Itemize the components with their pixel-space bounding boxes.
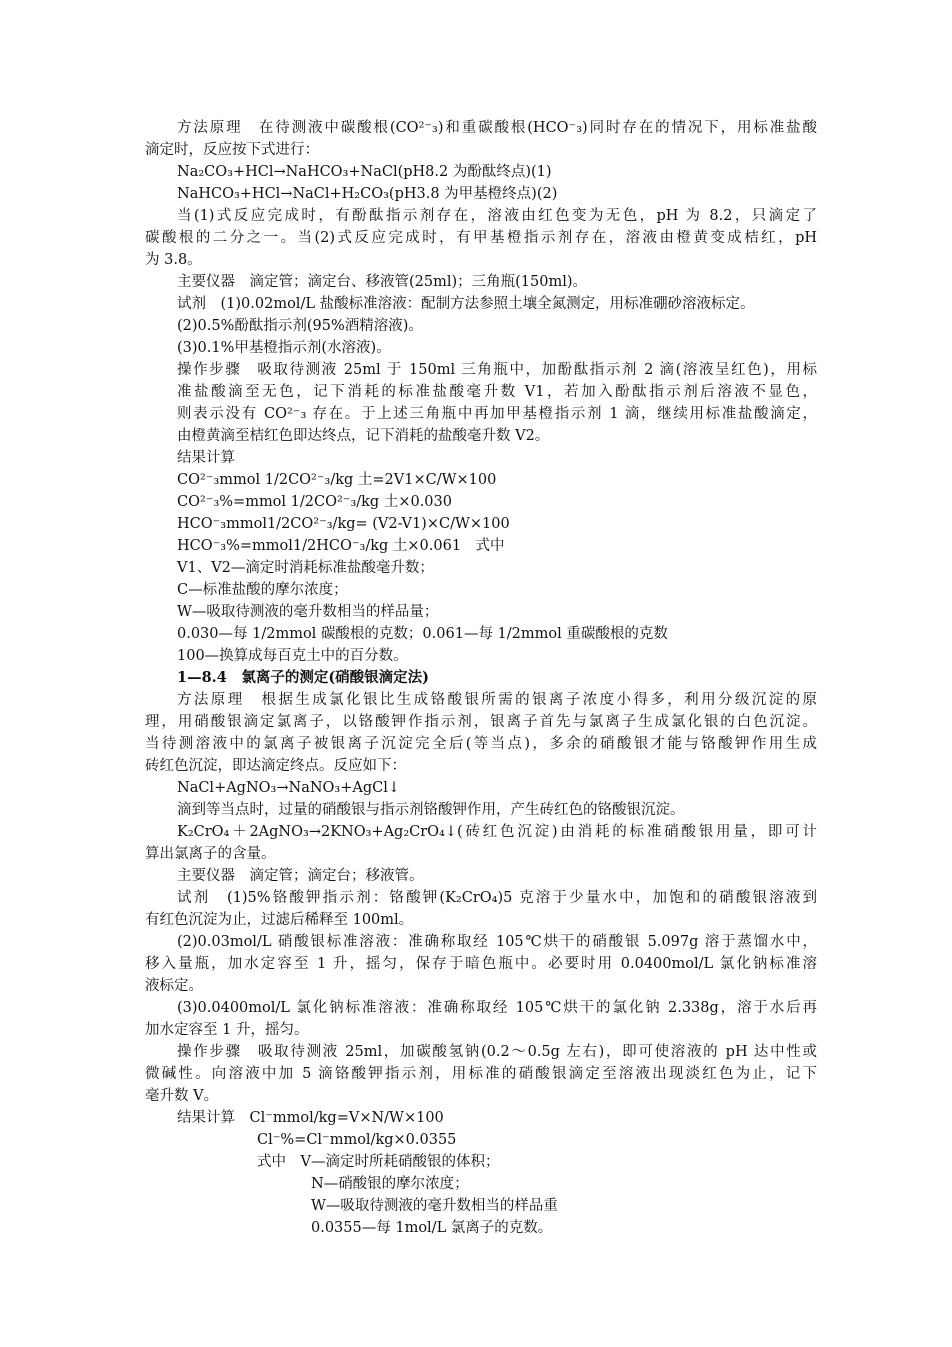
text-line: 移入量瓶，加水定容至 1 升，摇匀，保存于暗色瓶中。必要时用 0.0400mol/L 氯化钠标准溶: [145, 956, 817, 972]
text-line: (3)0.1%甲基橙指示剂(水溶液)。: [177, 340, 391, 356]
text-line: 当待测溶液中的氯离子被银离子沉淀完全后(等当点)，多余的硝酸银才能与铬酸钾作用生成: [145, 736, 817, 752]
text-line: 毫升数 V。: [145, 1088, 219, 1104]
equation-line: NaHCO₃+HCl→NaCl+H₂CO₃(pH3.8 为甲基橙终点)(2): [177, 186, 558, 202]
equation-line: NaCl+AgNO₃→NaNO₃+AgCl↓: [177, 780, 401, 796]
definition-line: W—吸取待测液的毫升数相当的样品量；: [177, 604, 439, 620]
equation-line: Na₂CO₃+HCl→NaHCO₃+NaCl(pH8.2 为酚酞终点)(1): [177, 164, 552, 180]
text-line: 准盐酸滴至无色，记下消耗的标准盐酸毫升数 V1，若加入酚酞指示剂后溶液不显色，: [177, 384, 817, 400]
text-line: 主要仪器 滴定管；滴定台；移液管。: [177, 868, 424, 884]
text-line: 方法原理 在待测液中碳酸根(CO²⁻₃)和重碳酸根(HCO⁻₃)同时存在的情况下，用标准盐酸: [177, 120, 817, 136]
text-line: 有红色沉淀为止，过滤后稀释至 100ml。: [145, 912, 414, 928]
text-line: 算出氯离子的含量。: [145, 846, 276, 862]
text-line: 液标定。: [145, 978, 203, 994]
text-line: 方法原理 根据生成氯化银比生成铬酸银所需的银离子浓度小得多，利用分级沉淀的原: [177, 692, 817, 708]
text-line: 微碱性。向溶液中加 5 滴铬酸钾指示剂，用标准的硝酸银滴定至溶液出现淡红色为止，记下: [145, 1066, 817, 1082]
document-body: [145, 117, 817, 1239]
text-line: 主要仪器 滴定管；滴定台、移液管(25ml)；三角瓶(150ml)。: [177, 274, 588, 290]
formula-line: HCO⁻₃%=mmol1/2HCO⁻₃/kg 土×0.061 式中: [177, 538, 505, 554]
formula-line: CO²⁻₃mmol 1/2CO²⁻₃/kg 土=2V1×C/W×100: [177, 472, 497, 488]
text-line: 为 3.8。: [145, 252, 202, 268]
text-line: 加水定容至 1 升，摇匀。: [145, 1022, 309, 1038]
formula-line: CO²⁻₃%=mmol 1/2CO²⁻₃/kg 土×0.030: [177, 494, 452, 510]
formula-line: 结果计算 Cl⁻mmol/kg=V×N/W×100: [177, 1110, 444, 1126]
definition-line: 0.030—每 1/2mmol 碳酸根的克数；0.061—每 1/2mmol 重碳酸根的克数: [177, 626, 668, 642]
definition-line: C—标准盐酸的摩尔浓度；: [177, 582, 348, 598]
text-line: 则表示没有 CO²⁻₃ 存在。于上述三角瓶中再加甲基橙指示剂 1 滴，继续用标准盐酸滴定，: [177, 406, 817, 422]
definition-line: 式中 V—滴定时所耗硝酸银的体积；: [257, 1154, 500, 1170]
text-line: (2)0.03mol/L 硝酸银标准溶液：准确称取经 105℃烘干的硝酸银 5.097g 溶于蒸馏水中，: [177, 934, 817, 950]
definition-line: 100—换算成每百克土中的百分数。: [177, 648, 408, 664]
text-line: 滴定时，反应按下式进行：: [145, 142, 319, 158]
text-line: (3)0.0400mol/L 氯化钠标准溶液：准确称取经 105℃烘干的氯化钠 2.338g，溶于水后再: [177, 1000, 817, 1016]
definition-line: V1、V2—滴定时消耗标准盐酸毫升数；: [177, 560, 434, 576]
definition-line: N—硝酸银的摩尔浓度；: [311, 1176, 469, 1192]
text-line: 理，用硝酸银滴定氯离子，以铬酸钾作指示剂，银离子首先与氯离子生成氯化银的白色沉淀。: [145, 714, 817, 730]
text-line: 当(1)式反应完成时，有酚酞指示剂存在，溶液由红色变为无色，pH 为 8.2，只滴定了: [177, 208, 817, 224]
definition-line: 0.0355—每 1mol/L 氯离子的克数。: [311, 1220, 553, 1236]
formula-line: HCO⁻₃mmol1/2CO²⁻₃/kg= (V2-V1)×C/W×100: [177, 516, 510, 532]
text-line: 碳酸根的二分之一。当(2)式反应完成时，有甲基橙指示剂存在，溶液由橙黄变成桔红，pH: [145, 230, 817, 246]
text-line: 操作步骤 吸取待测液 25ml，加碳酸氢钠(0.2～0.5g 左右)，即可使溶液的 pH 达中性或: [177, 1044, 817, 1060]
text-line: 砖红色沉淀，即达滴定终点。反应如下：: [145, 758, 406, 774]
text-line: (2)0.5%酚酞指示剂(95%酒精溶液)。: [177, 318, 423, 334]
text-line: 试剂 (1)5%铬酸钾指示剂：铬酸钾(K₂CrO₄)5 克溶于少量水中，加饱和的硝酸银溶液到: [177, 890, 817, 906]
formula-line: Cl⁻%=Cl⁻mmol/kg×0.0355: [257, 1132, 457, 1148]
section-label: 结果计算: [177, 450, 235, 466]
equation-line: K₂CrO₄＋2AgNO₃→2KNO₃+Ag₂CrO₄↓(砖红色沉淀)由消耗的标准硝酸银用量，即可计: [177, 824, 817, 840]
text-line: 操作步骤 吸取待测液 25ml 于 150ml 三角瓶中，加酚酞指示剂 2 滴(溶液呈红色)，用标: [177, 362, 817, 378]
text-line: 由橙黄滴至桔红色即达终点，记下消耗的盐酸毫升数 V2。: [177, 428, 550, 444]
text-line: 试剂 (1)0.02mol/L 盐酸标准溶液：配制方法参照土壤全氮测定，用标准硼砂溶液标定。: [177, 296, 755, 312]
definition-line: W—吸取待测液的毫升数相当的样品重: [311, 1198, 558, 1214]
section-heading: 1—8.4 氯离子的测定(硝酸银滴定法): [177, 669, 430, 686]
text-line: 滴到等当点时，过量的硝酸银与指示剂铬酸钾作用，产生砖红色的铬酸银沉淀。: [177, 802, 685, 818]
